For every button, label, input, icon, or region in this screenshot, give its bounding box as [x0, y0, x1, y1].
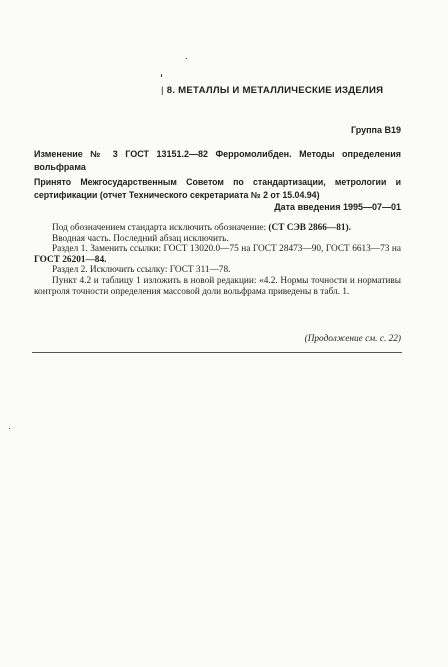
- amendment-body: [34, 223, 401, 297]
- body-bold-text: ГОСТ 26201—84.: [34, 254, 107, 265]
- continuation-note: (Продолжение см. с. 22): [304, 334, 401, 344]
- body-paragraph: [34, 223, 401, 234]
- introduction-date: Дата введения 1995—07—01: [274, 202, 401, 212]
- amendment-title: Изменение № 3 ГОСТ 13151.2—82 Ферромолибден. Методы определения вольфрама: [34, 149, 401, 172]
- body-paragraph: Вводная часть. Последний абзац исключить.: [52, 233, 229, 244]
- body-paragraph: Раздел 2. Исключить ссылку: ГОСТ 311—78.: [52, 265, 231, 276]
- body-bold-text: (СТ СЭВ 2866—81).: [268, 223, 351, 233]
- body-text: Под обозначением стандарта исключить обозначение:: [52, 223, 269, 233]
- scan-speck: [9, 428, 10, 429]
- scan-speck: [186, 58, 187, 59]
- scan-speck: [161, 74, 162, 77]
- body-text: Раздел 1. Заменить ссылки: ГОСТ 13020.0—75 на ГОСТ 28473—90, ГОСТ 6613—73 на: [52, 244, 401, 255]
- group-code: Группа В19: [350, 125, 401, 135]
- body-paragraph: Пункт 4.2 и таблицу 1 изложить в новой редакции: «4.2. Нормы точности и нормативы контроля точности определения массовой доли вольфрама приведены в табл. 1.: [34, 275, 401, 297]
- body-paragraph: [34, 244, 401, 265]
- section-header-bar: |: [161, 85, 164, 96]
- section-header-title: 8. МЕТАЛЛЫ И МЕТАЛЛИЧЕСКИЕ ИЗДЕЛИЯ: [166, 85, 384, 96]
- accepted-text: Принято Межгосударственным Советом по стандартизации, метрологии и сертификации (отчет Технического секретариата № 2 от 15.04.94): [34, 177, 401, 200]
- section-header: [161, 85, 383, 96]
- horizontal-rule: [32, 352, 402, 353]
